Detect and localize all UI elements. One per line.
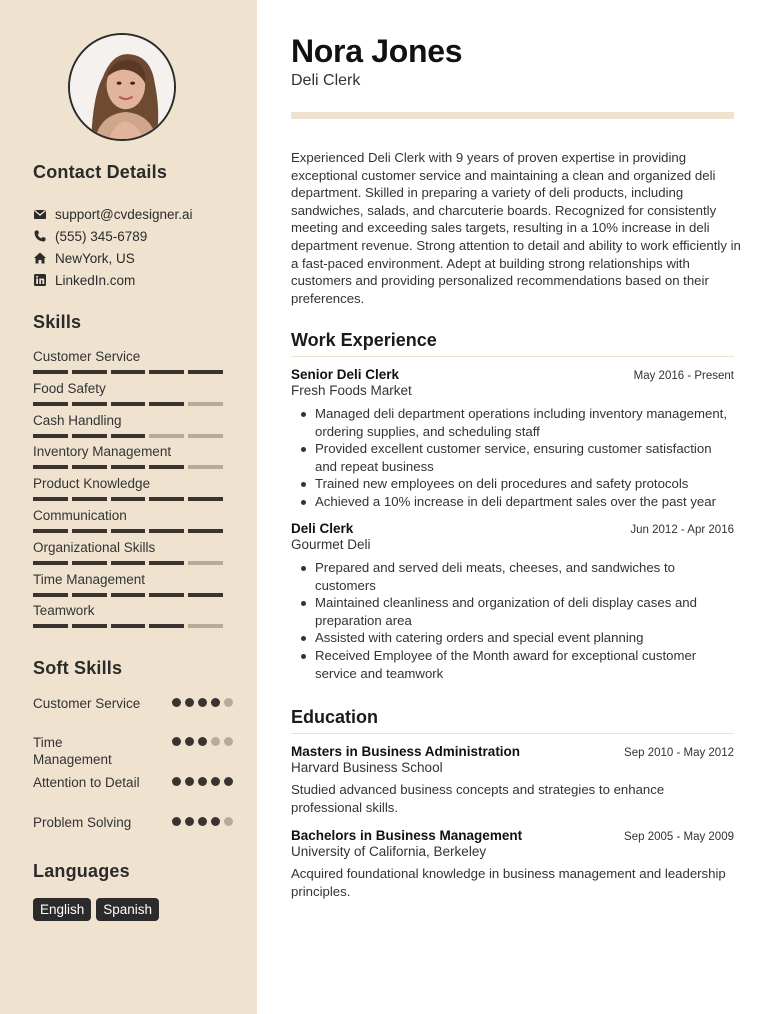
- school-name: University of California, Berkeley: [291, 844, 487, 859]
- skill-level-segment: [188, 370, 223, 374]
- school-name: Harvard Business School: [291, 760, 443, 775]
- skill-level-segment: [111, 624, 146, 628]
- job-bullet: Trained new employees on deli procedures and safety protocols: [315, 475, 734, 493]
- skill-level-segment: [33, 402, 68, 406]
- envelope-icon: [33, 207, 47, 221]
- skill-level-segment: [188, 465, 223, 469]
- rating-dot: [224, 737, 233, 746]
- skill-level-segment: [33, 465, 68, 469]
- skill-item: [33, 348, 223, 380]
- job-bullet: Maintained cleanliness and organization of deli display cases and preparation area: [315, 594, 734, 629]
- home-icon: [33, 251, 47, 265]
- skill-level-segment: [111, 370, 146, 374]
- header-divider: [291, 112, 734, 119]
- skill-level-bar: [33, 402, 223, 406]
- skill-level-segment: [149, 465, 184, 469]
- skill-level-segment: [111, 434, 146, 438]
- job-date: May 2016 - Present: [633, 370, 734, 382]
- skill-label: Product Knowledge: [33, 476, 151, 492]
- rating-dot: [172, 777, 181, 786]
- skill-level-segment: [33, 434, 68, 438]
- degree-title: Masters in Business Administration: [291, 744, 521, 759]
- rating-dot: [172, 817, 181, 826]
- contact-linkedin[interactable]: [33, 269, 243, 291]
- soft-skill-item: [33, 734, 233, 774]
- soft-skill-label: Customer Service: [33, 696, 141, 711]
- skill-label: Food Safety: [33, 380, 106, 396]
- languages-heading: Languages: [33, 861, 130, 881]
- soft-skill-rating: [172, 737, 233, 746]
- degree-title: Bachelors in Business Management: [291, 828, 523, 843]
- skill-level-bar: [33, 370, 223, 374]
- rating-dot: [211, 698, 220, 707]
- skill-level-segment: [72, 434, 107, 438]
- skill-item: [33, 571, 223, 603]
- job-bullet: Received Employee of the Month award for exceptional customer service and teamwork: [315, 647, 734, 682]
- main-content: [257, 0, 768, 1014]
- soft-skill-label: Time Management: [33, 735, 112, 767]
- skill-level-segment: [72, 561, 107, 565]
- skill-level-segment: [72, 370, 107, 374]
- rating-dot: [211, 737, 220, 746]
- rating-dot: [198, 777, 207, 786]
- education-heading: Education: [291, 707, 379, 727]
- degree-date: Sep 2010 - May 2012: [624, 747, 734, 759]
- summary-text: Experienced Deli Clerk with 9 years of proven expertise in providing exceptional customer service and maintaining a clean and organized deli department. Skilled in preparing a variety of deli products, including sandwiches, salads, and charcuterie boards. Recognized for consistently meeting and exceeding sales targets, resulting in a 10% increase in deli department revenue. Strong attention to detail and ability to work efficiently in a fast-paced environment. Adept at building strong relationships with customers and providing personalized recommendations based on their preferences.: [291, 150, 741, 306]
- rating-dot: [224, 698, 233, 707]
- skill-level-segment: [149, 402, 184, 406]
- skill-level-segment: [188, 402, 223, 406]
- contact-location-text: NewYork, US: [55, 250, 135, 266]
- soft-skill-item: [33, 695, 233, 734]
- rating-dot: [185, 817, 194, 826]
- education-divider: [291, 733, 734, 734]
- degree-date: Sep 2005 - May 2009: [624, 831, 734, 843]
- rating-dot: [185, 737, 194, 746]
- rating-dot: [211, 817, 220, 826]
- skill-level-bar: [33, 624, 223, 628]
- rating-dot: [224, 817, 233, 826]
- job-title: Deli Clerk: [291, 521, 354, 536]
- skill-label: Time Management: [33, 571, 146, 587]
- language-badge: Spanish: [96, 898, 159, 921]
- skill-level-segment: [188, 561, 223, 565]
- rating-dot: [198, 737, 207, 746]
- skill-level-segment: [111, 529, 146, 533]
- job-date: Jun 2012 - Apr 2016: [630, 524, 734, 536]
- skill-level-bar: [33, 497, 223, 501]
- job-bullets: [291, 559, 734, 682]
- skill-label: Cash Handling: [33, 412, 122, 428]
- skill-level-bar: [33, 593, 223, 597]
- job-bullet: Assisted with catering orders and special event planning: [315, 629, 734, 647]
- skill-item: [33, 507, 223, 539]
- skill-level-segment: [149, 497, 184, 501]
- skill-level-segment: [33, 624, 68, 628]
- soft-skill-item: [33, 774, 233, 814]
- skill-level-segment: [111, 561, 146, 565]
- soft-skills-list: [33, 695, 233, 854]
- job-company: Gourmet Deli: [291, 537, 371, 552]
- profile-photo: [68, 33, 176, 141]
- skill-level-segment: [111, 402, 146, 406]
- contact-email-text: support@cvdesigner.ai: [55, 206, 193, 222]
- skill-level-bar: [33, 561, 223, 565]
- soft-skill-rating: [172, 777, 233, 786]
- contact-phone[interactable]: [33, 225, 243, 247]
- education-description: Acquired foundational knowledge in business management and leadership principles.: [291, 866, 726, 899]
- rating-dot: [211, 777, 220, 786]
- skill-level-segment: [188, 593, 223, 597]
- skill-level-segment: [72, 465, 107, 469]
- sidebar: [0, 0, 257, 1014]
- skill-label: Organizational Skills: [33, 539, 156, 555]
- skill-label: Customer Service: [33, 349, 141, 364]
- language-badge: English: [33, 898, 91, 921]
- job-bullet: Achieved a 10% increase in deli department sales over the past year: [315, 493, 734, 511]
- soft-skill-rating: [172, 817, 233, 826]
- rating-dot: [185, 777, 194, 786]
- profile-photo-image: [70, 35, 174, 139]
- skill-item: [33, 443, 223, 475]
- skill-level-segment: [149, 593, 184, 597]
- linkedin-icon: [33, 273, 47, 287]
- skill-level-segment: [111, 497, 146, 501]
- contact-heading: Contact Details: [33, 162, 168, 182]
- skills-heading: Skills: [33, 312, 82, 332]
- skill-label: Teamwork: [33, 603, 95, 619]
- job-company: Fresh Foods Market: [291, 383, 412, 398]
- work-heading: Work Experience: [291, 330, 437, 350]
- rating-dot: [185, 698, 194, 707]
- job-entry: [291, 521, 734, 682]
- skill-level-segment: [149, 529, 184, 533]
- skill-item: [33, 539, 223, 571]
- job-bullet: Managed deli department operations including inventory management, ordering supplies, and scheduling staff: [315, 405, 734, 440]
- skill-item: [33, 412, 223, 444]
- contact-linkedin-text: LinkedIn.com: [55, 272, 136, 288]
- job-bullet: Prepared and served deli meats, cheeses, and sandwiches to customers: [315, 559, 734, 594]
- skill-label: Inventory Management: [33, 444, 172, 460]
- skill-item: [33, 602, 223, 634]
- rating-dot: [172, 698, 181, 707]
- candidate-name: Nora Jones: [291, 33, 463, 69]
- skill-label: Communication: [33, 507, 127, 523]
- skill-level-segment: [188, 434, 223, 438]
- skill-level-segment: [149, 434, 184, 438]
- candidate-title: Deli Clerk: [291, 72, 361, 89]
- skill-level-segment: [72, 497, 107, 501]
- skill-level-segment: [188, 529, 223, 533]
- skill-level-segment: [111, 593, 146, 597]
- skill-level-segment: [72, 402, 107, 406]
- skill-level-segment: [188, 624, 223, 628]
- education-description: Studied advanced business concepts and strategies to enhance professional skills.: [291, 782, 665, 815]
- skill-level-segment: [72, 624, 107, 628]
- soft-skill-label: Problem Solving: [33, 815, 132, 830]
- contact-location: [33, 247, 243, 269]
- skills-list: [33, 348, 223, 634]
- education-entry: [291, 828, 734, 900]
- skill-level-segment: [33, 497, 68, 501]
- job-bullets: [291, 405, 734, 511]
- job-bullet: Provided excellent customer service, ensuring customer satisfaction and repeat business: [315, 440, 734, 475]
- soft-skill-label: Attention to Detail: [33, 775, 140, 790]
- skill-level-segment: [72, 593, 107, 597]
- contact-list: [33, 203, 243, 291]
- skill-item: [33, 475, 223, 507]
- skill-level-segment: [149, 561, 184, 565]
- skill-level-segment: [33, 529, 68, 533]
- skill-level-segment: [149, 370, 184, 374]
- skill-level-segment: [72, 529, 107, 533]
- languages-list: [33, 898, 159, 921]
- skill-level-segment: [33, 561, 68, 565]
- skill-level-segment: [111, 465, 146, 469]
- skill-level-bar: [33, 434, 223, 438]
- skill-level-bar: [33, 465, 223, 469]
- work-divider: [291, 356, 734, 357]
- education-entry: [291, 744, 734, 816]
- rating-dot: [224, 777, 233, 786]
- job-title: Senior Deli Clerk: [291, 367, 400, 382]
- rating-dot: [198, 817, 207, 826]
- skill-item: [33, 380, 223, 412]
- rating-dot: [172, 737, 181, 746]
- skill-level-segment: [188, 497, 223, 501]
- soft-skill-rating: [172, 698, 233, 707]
- job-entry: [291, 367, 734, 511]
- contact-phone-text: (555) 345-6789: [55, 228, 148, 244]
- skill-level-segment: [33, 593, 68, 597]
- skill-level-bar: [33, 529, 223, 533]
- soft-skills-heading: Soft Skills: [33, 658, 123, 678]
- skill-level-segment: [33, 370, 68, 374]
- contact-email[interactable]: [33, 203, 243, 225]
- phone-icon: [33, 229, 47, 243]
- skill-level-segment: [149, 624, 184, 628]
- rating-dot: [198, 698, 207, 707]
- soft-skill-item: [33, 814, 233, 854]
